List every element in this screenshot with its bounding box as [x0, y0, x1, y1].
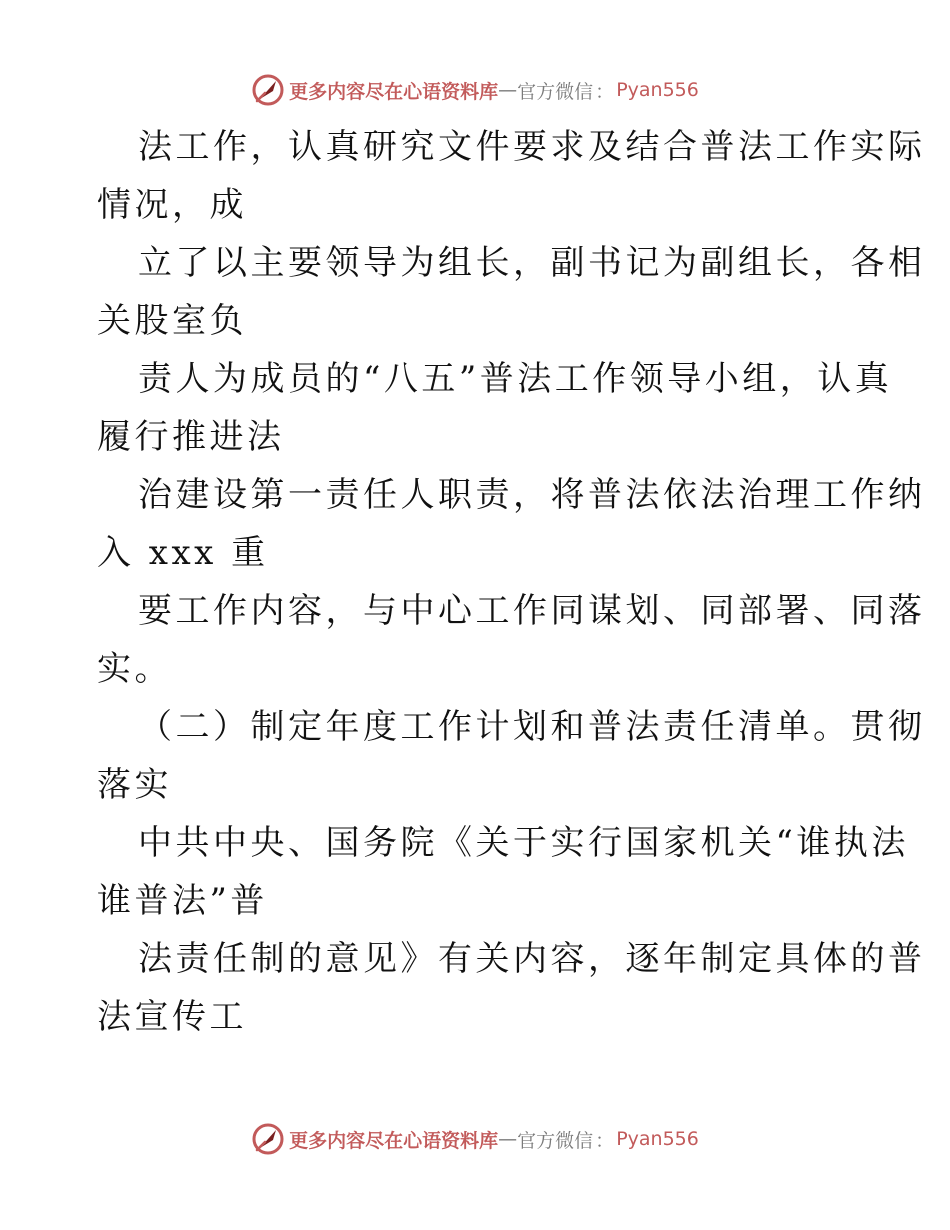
watermark-title: 更多内容尽在心语资料库	[289, 1129, 499, 1152]
paragraph-line: 关股室负	[97, 301, 247, 341]
paragraph	[97, 698, 926, 814]
paragraph-line: 要工作内容，与中心工作同谋划、同部署、同落	[138, 591, 926, 631]
quill-pen-logo-icon	[251, 73, 285, 107]
watermark-colon: ：	[595, 1129, 615, 1152]
paragraph-line: 中共中央、国务院《关于实行国家机关“谁执法	[138, 823, 909, 863]
footer-watermark	[0, 1121, 950, 1157]
paragraph	[97, 930, 926, 1046]
paragraph-line: 立了以主要领导为组长，副书记为副组长，各相	[138, 243, 926, 283]
watermark-label: 官方微信	[517, 1129, 594, 1152]
paragraph	[97, 118, 926, 234]
paragraph-line: 法宣传工	[97, 997, 247, 1037]
paragraph-line: 落实	[97, 765, 172, 805]
document-body	[97, 118, 926, 1046]
paragraph-line: 实。	[97, 649, 172, 689]
watermark-title: 更多内容尽在心语资料库	[289, 80, 499, 103]
watermark-id: Pyan556	[616, 1128, 699, 1150]
paragraph-line: 法工作，认真研究文件要求及结合普法工作实际	[138, 127, 926, 167]
paragraph-line: 情况，成	[97, 185, 247, 225]
paragraph	[97, 814, 909, 930]
paragraph-line: 法责任制的意见》有关内容，逐年制定具体的普	[138, 939, 926, 979]
watermark-id: Pyan556	[616, 79, 699, 101]
paragraph-line: （二）制定年度工作计划和普法责任清单。贯彻	[138, 707, 926, 747]
paragraph-line: 谁普法”普	[97, 881, 268, 921]
watermark-separator: —	[498, 79, 518, 101]
paragraph	[97, 234, 926, 350]
paragraph	[97, 582, 926, 698]
paragraph-line: 责人为成员的“八五”普法工作领导小组，认真	[138, 359, 893, 399]
header-watermark	[0, 72, 950, 108]
paragraph	[97, 466, 926, 582]
paragraph-line: 入 xxx 重	[97, 533, 269, 573]
watermark-separator: —	[498, 1128, 518, 1150]
watermark-label: 官方微信	[517, 80, 594, 103]
paragraph-line: 履行推进法	[97, 417, 285, 457]
watermark-colon: ：	[595, 80, 615, 103]
quill-pen-logo-icon	[251, 1122, 285, 1156]
paragraph-line: 治建设第一责任人职责，将普法依法治理工作纳	[138, 475, 926, 515]
paragraph	[97, 350, 893, 466]
